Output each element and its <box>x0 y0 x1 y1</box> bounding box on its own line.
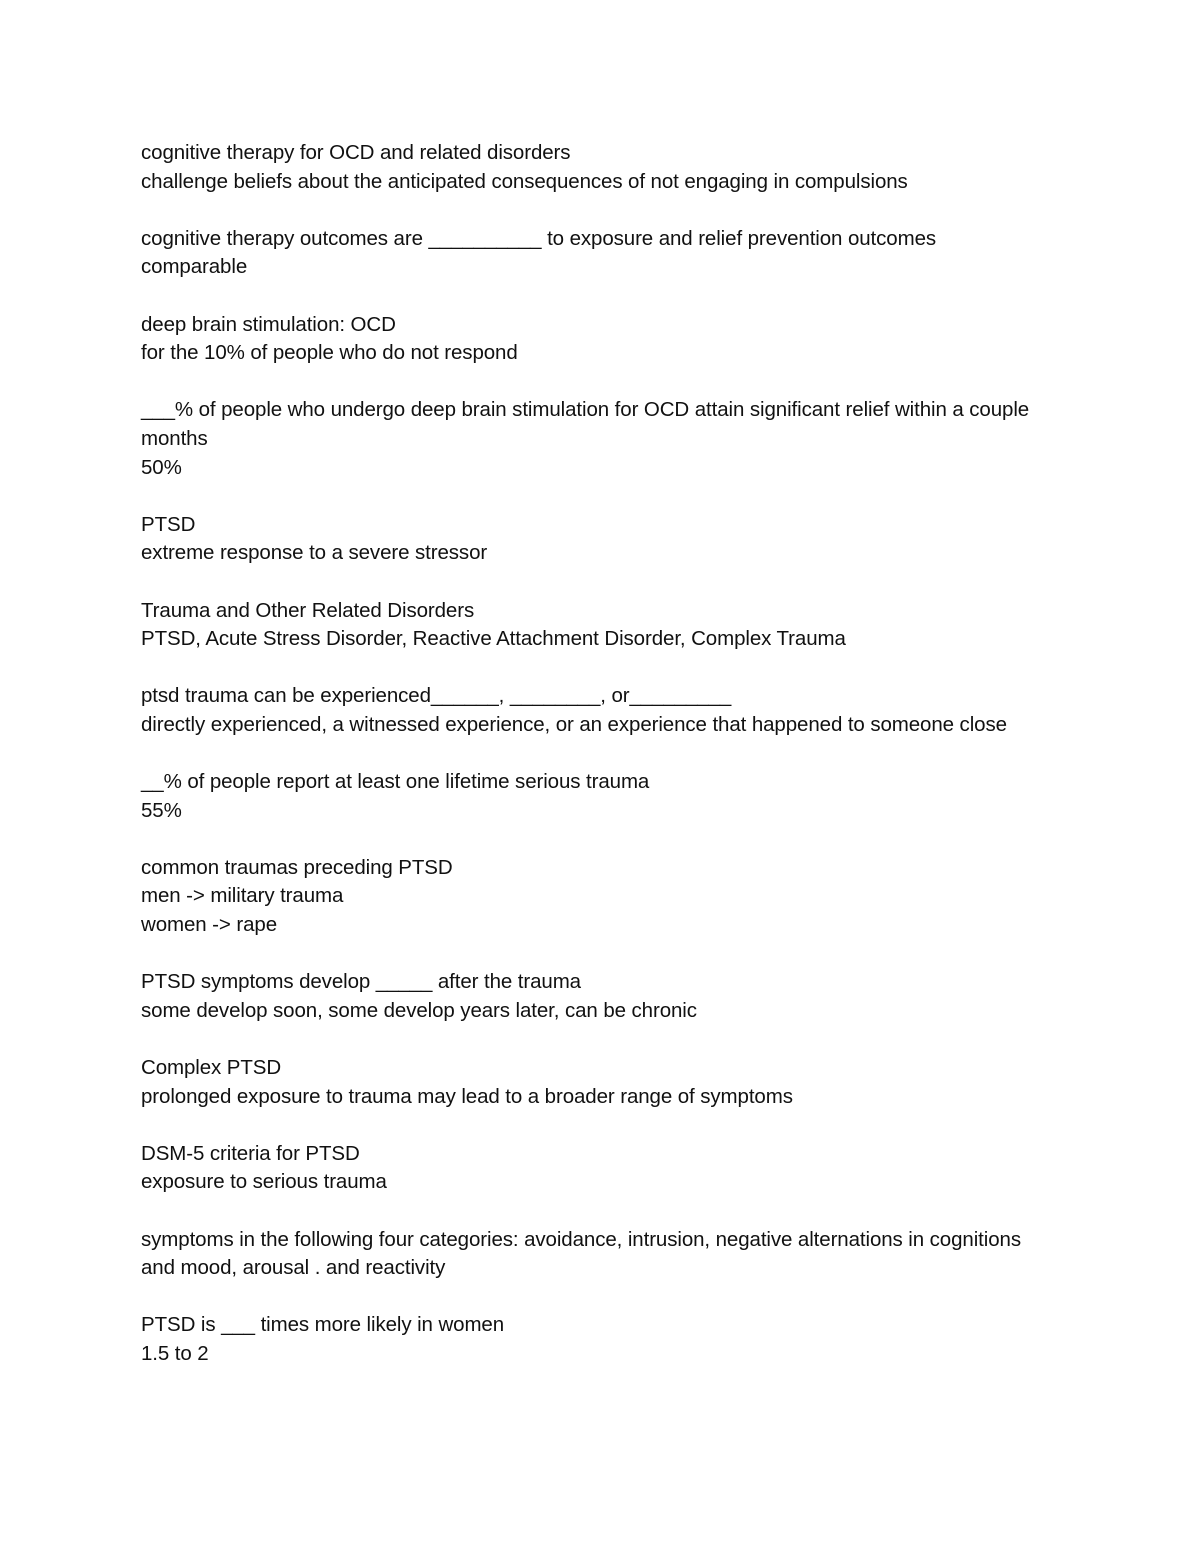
flashcard <box>141 511 1041 568</box>
flashcard <box>141 139 1041 196</box>
flashcard <box>141 968 1041 1025</box>
flashcard-term: symptoms in the following four categories: avoidance, intrusion, negative alternations in cognitions and mood, arousal . and reactivity <box>141 1227 1021 1280</box>
flashcard-definition: prolonged exposure to trauma may lead to a broader range of symptoms <box>141 1084 793 1108</box>
flashcard-definition: for the 10% of people who do not respond <box>141 341 518 365</box>
flashcard-definition: PTSD, Acute Stress Disorder, Reactive Attachment Disorder, Complex Trauma <box>141 627 846 651</box>
flashcard-term: ___% of people who undergo deep brain stimulation for OCD attain significant relief within a couple months <box>141 398 1030 450</box>
flashcard-term: common traumas preceding PTSD <box>141 855 453 879</box>
flashcard-definition: 1.5 to 2 <box>141 1341 209 1365</box>
flashcard-term: cognitive therapy outcomes are __________ to exposure and relief prevention outcomes <box>141 226 937 250</box>
flashcard <box>141 597 1041 654</box>
flashcard-definition: directly experienced, a witnessed experience, or an experience that happened to someone close <box>141 712 1007 736</box>
flashcard-definition: comparable <box>141 255 248 279</box>
flashcard-definition: women -> rape <box>141 913 278 937</box>
flashcard-definition: 50% <box>141 455 182 479</box>
flashcard-term: Trauma and Other Related Disorders <box>141 598 475 622</box>
flashcard-list <box>141 139 1041 1397</box>
flashcard-term: PTSD is ___ times more likely in women <box>141 1313 505 1337</box>
flashcard-definition: 55% <box>141 798 182 822</box>
flashcard-definition: exposure to serious trauma <box>141 1170 387 1194</box>
flashcard-term: __% of people report at least one lifetime serious trauma <box>141 770 650 794</box>
flashcard <box>141 768 1041 825</box>
flashcard-term: Complex PTSD <box>141 1056 282 1079</box>
flashcard-term: deep brain stimulation: OCD <box>141 312 396 336</box>
flashcard-definition: some develop soon, some develop years later, can be chronic <box>141 998 697 1022</box>
flashcard <box>141 682 1041 739</box>
flashcard-definition: extreme response to a severe stressor <box>141 541 488 565</box>
flashcard-term: cognitive therapy for OCD and related disorders <box>141 141 571 164</box>
flashcard-term: ptsd trauma can be experienced______, ________, or_________ <box>141 684 732 708</box>
flashcard <box>141 854 1041 940</box>
flashcard <box>141 1226 1041 1283</box>
flashcard <box>141 225 1041 282</box>
flashcard <box>141 1054 1041 1111</box>
flashcard-term: DSM-5 criteria for PTSD <box>141 1141 360 1165</box>
flashcard <box>141 1140 1041 1197</box>
flashcard-term: PTSD <box>141 512 196 536</box>
flashcard <box>141 311 1041 368</box>
flashcard-definition: challenge beliefs about the anticipated consequences of not engaging in compulsions <box>141 169 908 193</box>
flashcard <box>141 1311 1041 1368</box>
flashcard <box>141 396 1041 482</box>
flashcard-term: PTSD symptoms develop _____ after the trauma <box>141 970 581 994</box>
flashcard-definition: men -> military trauma <box>141 884 344 908</box>
